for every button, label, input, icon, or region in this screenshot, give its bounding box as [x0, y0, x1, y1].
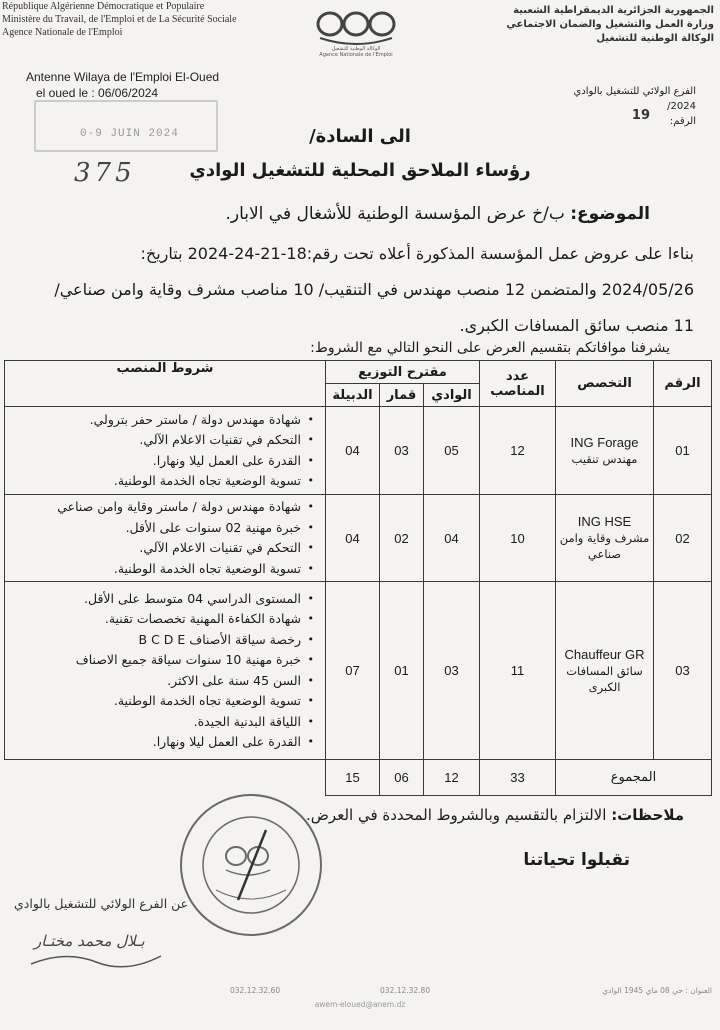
addressee-recipients: رؤساء الملاحق المحلية للتشغيل الوادي [189, 160, 531, 181]
condition-item: • تسوية الوضعية تجاه الخدمة الوطنية. [9, 559, 301, 580]
total-guemar: 06 [380, 760, 424, 796]
specialty-fr: Chauffeur GR [564, 646, 645, 662]
col-header-guemar: قمار [380, 384, 424, 407]
footer-email: awem-eloued@anem.dz [314, 1000, 406, 1009]
row-guemar: 02 [380, 495, 424, 582]
row-debila: 04 [326, 495, 380, 582]
handwritten-number: 375 [74, 158, 136, 188]
signature-name: بـلال محمد مختـار [34, 932, 145, 950]
row-specialty [556, 407, 654, 495]
distribution-table [4, 360, 712, 796]
condition-item: • السن 45 سنة على الاكثر. [9, 671, 301, 692]
row-specialty [556, 495, 654, 582]
subject-label: الموضوع: [570, 204, 650, 224]
notes-label: ملاحظات: [611, 806, 684, 824]
table-row [5, 495, 712, 582]
specialty-ar: مشرف وقاية وامن صناعي [559, 531, 650, 561]
header-ar-line: الجمهورية الجزائرية الديمقراطية الشعبية [513, 5, 714, 16]
condition-item: • التحكم في تقنيات الاعلام الآلي. [9, 538, 301, 559]
row-num: 03 [654, 582, 712, 760]
condition-item: • تسوية الوضعية تجاه الخدمة الوطنية. [9, 471, 301, 492]
body-line: بناءا على عروض عمل المؤسسة المذكورة أعلاه تحت رقم:18-21-24-2024 بتاريخ: [140, 244, 694, 263]
table-row [5, 407, 712, 495]
antenna-label: Antenne Wilaya de l'Emploi El-Oued [26, 70, 220, 84]
col-header-el-oued: الوادي [424, 384, 480, 407]
ref-label: الرقم: [669, 116, 696, 127]
body-line: 2024/05/26 والمتضمن 12 منصب مهندس في التنقيب/ 10 مناصب مشرف وقاية وامن صناعي/ [54, 280, 694, 299]
table-row [5, 582, 712, 760]
row-conditions [5, 407, 326, 495]
notes-text: الالتزام بالتقسيم وبالشروط المحددة في العرض. [306, 806, 607, 824]
footer [0, 982, 720, 1002]
condition-item: • شهادة مهندس دولة / ماستر وقاية وامن صناعي [9, 497, 301, 518]
row-num: 01 [654, 407, 712, 495]
footer-tel: 032.12.32.60 [230, 986, 281, 995]
body-paragraph [14, 236, 694, 344]
header-fr-line: République Algérienne Démocratique et Populaire [2, 1, 205, 12]
row-num: 02 [654, 495, 712, 582]
col-header-specialty: التخصص [556, 361, 654, 407]
condition-item: • شهادة مهندس دولة / ماستر حفر بترولي. [9, 410, 301, 431]
row-positions: 12 [480, 407, 556, 495]
row-positions: 11 [480, 582, 556, 760]
total-label: المجموع [556, 760, 712, 796]
specialty-ar: مهندس تنقيب [571, 451, 638, 466]
header-ar [414, 4, 714, 46]
logo-caption-ar: الوكالة الوطنية للتشغيل [331, 46, 381, 52]
row-debila: 07 [326, 582, 380, 760]
notes [306, 806, 684, 824]
logo-caption [300, 46, 412, 58]
header-fr-line: Ministère du Travail, de l'Emploi et de La Sécurité Sociale [2, 14, 237, 25]
header-ar-line: الوكالة الوطنية للتشغيل [596, 33, 714, 44]
row-guemar: 03 [380, 407, 424, 495]
table-header-row [5, 361, 712, 384]
row-debila: 04 [326, 407, 380, 495]
footer-fax: 032.12.32.80 [380, 986, 431, 995]
header-ar-line: وزارة العمل والتشغيل والضمان الاجتماعي [506, 19, 714, 30]
addressee-to: الى السادة/ [309, 126, 411, 147]
col-header-distribution: مقترح التوزيع [326, 361, 480, 384]
table-total-row [5, 760, 712, 796]
condition-item: • اللياقة البدنية الجيدة. [9, 712, 301, 733]
logo-caption-fr: Agence Nationale de l'Emploi [319, 52, 393, 58]
specialty-ar: سائق المسافات الكبرى [566, 663, 643, 694]
table-intro: يشرفنا موافاتكم بتقسيم العرض على النحو التالي مع الشروط: [310, 340, 670, 356]
condition-item: • رخصة سياقة الأصناف B C D E [9, 630, 301, 651]
header-fr [2, 0, 302, 39]
row-positions: 10 [480, 495, 556, 582]
row-specialty [556, 582, 654, 760]
subject-text: ب/خ عرض المؤسسة الوطنية للأشغال في الابار. [225, 204, 565, 224]
footer-address: العنوان : حي 08 ماي 1945 الوادي [602, 986, 712, 995]
total-debila: 15 [326, 760, 380, 796]
ref-number: 19 [631, 108, 650, 123]
row-conditions [5, 495, 326, 582]
body-line: 11 منصب سائق المسافات الكبرى. [459, 316, 694, 335]
condition-item: • القدرة على العمل ليلا ونهارا. [9, 732, 301, 753]
signature-title: عن الفرع الولائي للتشغيل بالوادي [14, 896, 189, 911]
col-header-debila: الدبيلة [326, 384, 380, 407]
place-date: el oued le : 06/06/2024 [36, 86, 159, 100]
total-el-oued: 12 [424, 760, 480, 796]
subject-line [225, 204, 650, 224]
condition-item: • خبرة مهنية 02 سنوات على الأقل. [9, 518, 301, 539]
col-header-num: الرقم [654, 361, 712, 407]
signature-scribble [26, 942, 166, 972]
header-fr-line: Agence Nationale de l'Emploi [2, 27, 123, 38]
condition-item: • خبرة مهنية 10 سنوات سياقة جميع الاصناف [9, 650, 301, 671]
row-el-oued: 04 [424, 495, 480, 582]
col-header-positions: عدد المناصب [480, 361, 556, 407]
branch-name: الفرع الولائي للتشغيل بالوادي [573, 86, 696, 97]
row-guemar: 01 [380, 582, 424, 760]
closing-regards: تقبلوا تحياتنا [523, 850, 630, 870]
official-seal [176, 790, 326, 940]
branch-year: 2024/ [667, 101, 696, 112]
condition-item: • التحكم في تقنيات الاعلام الآلي. [9, 430, 301, 451]
row-el-oued: 03 [424, 582, 480, 760]
row-conditions [5, 582, 326, 760]
condition-item: • تسوية الوضعية تجاه الخدمة الوطنية. [9, 691, 301, 712]
specialty-fr: ING Forage [570, 434, 639, 450]
total-positions: 33 [480, 760, 556, 796]
col-header-conditions: شروط المنصب [5, 361, 326, 407]
condition-item: • المستوى الدراسي 04 متوسط على الأقل. [9, 589, 301, 610]
condition-item: • القدرة على العمل ليلا ونهارا. [9, 451, 301, 472]
row-el-oued: 05 [424, 407, 480, 495]
condition-item: • شهادة الكفاءة المهنية تخصصات تقنية. [9, 609, 301, 630]
specialty-fr: ING HSE [577, 514, 632, 529]
stamp-date: 0-9 JUIN 2024 [80, 128, 179, 140]
